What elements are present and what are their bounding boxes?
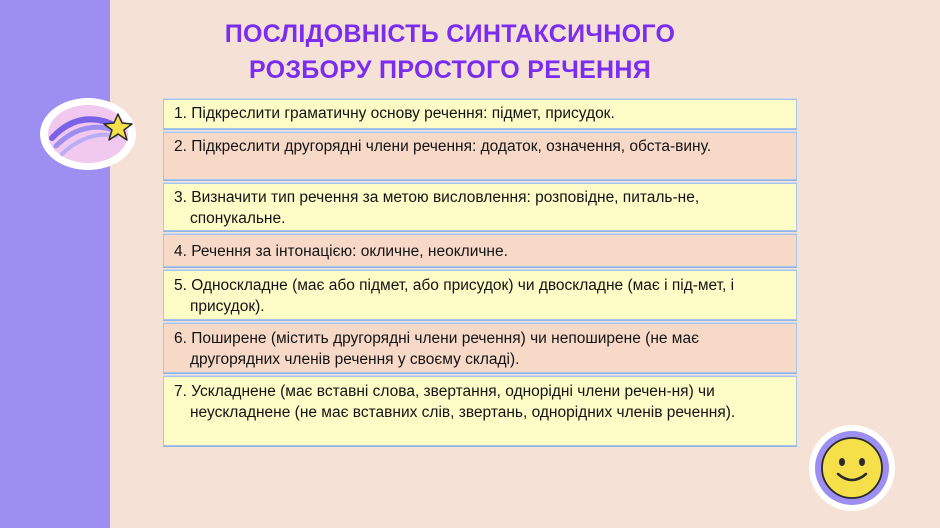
smiley-face-icon [808,424,896,512]
step-item-7: 7. Ускладнене (має вставні слова, звертання, однорідні члени речен-ня) чи неускладнене (не має вставних слів, звертань, однорідних членів речення). [163,376,797,446]
step-item-3: 3. Визначити тип речення за метою висловлення: розповідне, питаль-не, спонукальне. [163,183,797,231]
shooting-star-icon [38,96,138,172]
title-line-1: ПОСЛІДОВНІСТЬ СИНТАКСИЧНОГО [224,20,676,48]
step-item-2: 2. Підкреслити другорядні члени речення: додаток, означення, обста-вину. [163,132,797,180]
step-item-5: 5. Односкладне (має або підмет, або присудок) чи двоскладне (має і під-мет, і присудок). [163,270,797,320]
step-item-1: 1. Підкреслити граматичну основу речення: підмет, присудок. [163,99,797,129]
page-title [140,16,760,88]
steps-list [163,99,797,449]
side-band [0,0,110,528]
step-item-6: 6. Поширене (містить другорядні члени речення) чи непоширене (не має другорядних членів речення у своєму складі). [163,323,797,373]
step-item-4: 4. Речення за інтонацією: окличне, неокличне. [163,234,797,267]
title-line-2: РОЗБОРУ ПРОСТОГО РЕЧЕННЯ [248,56,652,84]
